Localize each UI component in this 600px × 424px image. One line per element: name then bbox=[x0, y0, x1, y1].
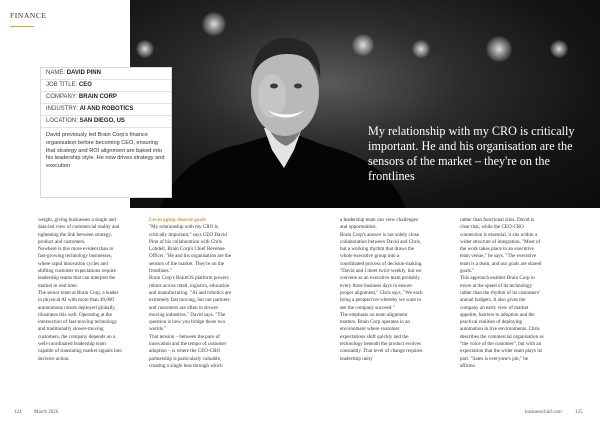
paragraph: a leadership team can view challenges and opportunities. bbox=[340, 217, 418, 231]
section-label: FINANCE bbox=[10, 11, 47, 20]
profile-value: SAN DIEGO, US bbox=[79, 118, 125, 124]
pull-quote: My relationship with my CRO is critically important. He and his organisation are the sensors of the market – they're on the frontlines bbox=[368, 124, 575, 183]
profile-jobtitle-row bbox=[41, 80, 171, 92]
profile-value: DAVID PINN bbox=[66, 70, 101, 76]
paragraph: Brain Corp's BrainOS platform powers robots across retail, logistics, education and manufacturing. "AI and robotics are extremely fast moving, but our partners and customers are often in slower-moving industries," David says. "The question is how you bridge those two worlds." bbox=[149, 275, 232, 333]
article-column-1 bbox=[38, 217, 122, 363]
profile-key: COMPANY: bbox=[46, 94, 78, 100]
profile-value: AI AND ROBOTICS bbox=[79, 106, 134, 112]
profile-key: JOB TITLE: bbox=[46, 82, 78, 88]
paragraph: Nowhere is this more evident than in fast-growing technology businesses, where rapid innovation cycles and shifting customer expectations require leadership teams that can interpret the market in real time. bbox=[38, 246, 116, 289]
profile-key: LOCATION: bbox=[46, 118, 78, 124]
footer-right-page-number: 125 bbox=[575, 410, 583, 415]
paragraph: weight, giving businesses a single and data-led view of commercial reality and tightening the link between strategy, product and customers. bbox=[38, 217, 120, 245]
profile-location-row bbox=[41, 116, 171, 128]
subheading: Leveraging shared goals bbox=[149, 217, 207, 223]
hero-photo bbox=[130, 0, 600, 208]
paragraph: "My relationship with my CRO is critically important," says CEO David Pinn of his collaboration with Chris Lobdell, Brain Corp's Chief Revenue Officer. "He and his organisation are the sensors of the market. They're on the frontlines." bbox=[149, 224, 232, 275]
profile-bio: David previously led Brain Corp's finance organisation before becoming CEO, ensuring that strategy and ROI alignment are baked into his leadership style. He now drives strategy and execution bbox=[46, 132, 165, 170]
paragraph: rather than functional silos. David is clear that, while the CEO-CRO connection is essential, it sits within a wider structure of integration. "Most of the work takes place in an executive team venue," he says. "The executive team is a team, and our goals are shared goals." bbox=[460, 217, 542, 275]
profile-company-row bbox=[41, 92, 171, 104]
profile-name-row bbox=[41, 68, 171, 80]
article-column-2 bbox=[149, 217, 233, 370]
footer-url: businesschief.com bbox=[525, 410, 562, 415]
profile-key: INDUSTRY: bbox=[46, 106, 78, 112]
footer-left-page-number: 124 bbox=[14, 410, 22, 415]
paragraph: That tension – between the pace of innovation and the tempo of customer adoption – is where the CEO-CRO partnership is particularly valuable, creating a single lens through which bbox=[149, 333, 227, 369]
article-column-4 bbox=[460, 217, 544, 370]
profile-value: CEO bbox=[78, 82, 92, 88]
profile-value: BRAIN CORP bbox=[78, 94, 117, 100]
paragraph: Brain Corp's answer is not solely close collaboration between David and Chris, but a working rhythm that draws the whole executive group into a coordinated process of decision-making. "David and I meet twice weekly, but we convene as an executive team probably every three business days to ensure proper alignment," Chris says. "We each bring a perspective whereby we want to see the company succeed." bbox=[340, 231, 423, 311]
paragraph: The emphasis on team alignment matters. Brain Corp operates in an environment where customer expectations shift quickly and the technology beneath the product evolves constantly. That level of change requires leadership unity bbox=[340, 311, 423, 362]
profile-industry-row bbox=[41, 104, 171, 116]
article-column-3 bbox=[340, 217, 424, 363]
profile-key: NAME: bbox=[46, 70, 66, 76]
section-rule bbox=[10, 26, 34, 27]
paragraph: The senior team at Brain Corp, a leader in physical AI with more than 40,000 autonomous robots deployed globally, illustrates this well. Operating at the intersection of fast-moving technology and traditionally slower-moving customers, the company depends on a well-coordinated leadership team capable of translating market signals into decisive action. bbox=[38, 289, 122, 362]
footer-date: March 2026 bbox=[34, 410, 59, 415]
profile-box bbox=[40, 67, 172, 198]
paragraph: This approach enables Brain Corp to move at the speed of its technology rather than the rhythm of its customers' annual budgets. It also gives the company an early view of market appetite, barriers to adoption and the practical realities of deploying automation in live environments. Chris describes the commercial organisation as "the voice of the customer", but with an expectation that the wider team plays its part. "Sales is everyone's job," he affirms. bbox=[460, 275, 544, 369]
